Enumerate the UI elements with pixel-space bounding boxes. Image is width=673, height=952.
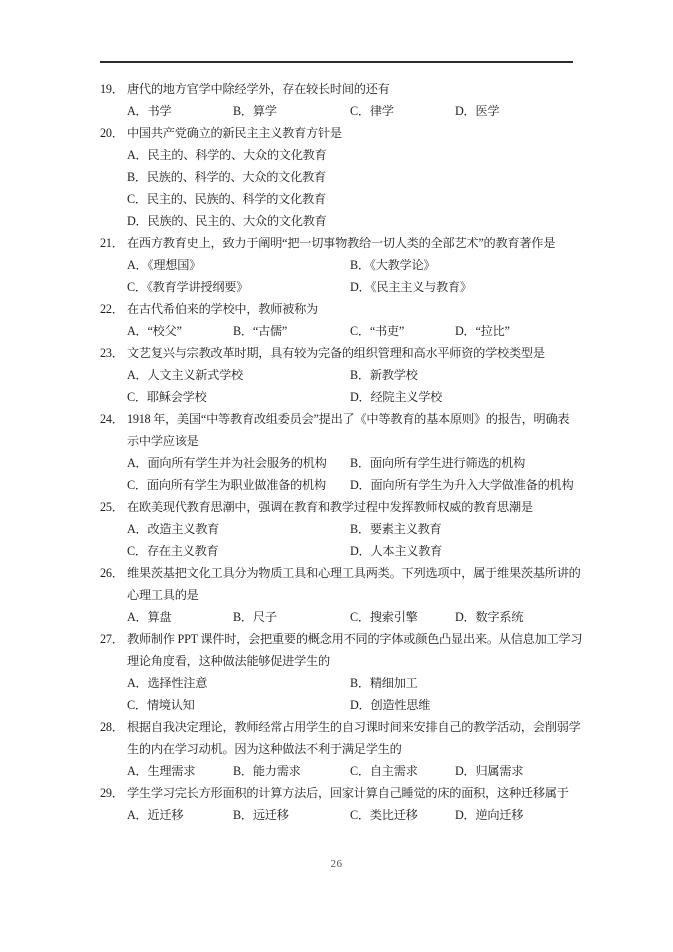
text-line: [0, 144, 673, 166]
option-D: D．归属需求: [455, 764, 524, 778]
option-B: B．民族的、科学的、大众的文化教育: [127, 170, 326, 184]
option-C: C．搜索引擎: [350, 610, 418, 624]
text-line: [0, 298, 673, 320]
option-B: B．算学: [233, 104, 277, 118]
text-line: [0, 122, 673, 144]
option-A: A．生理需求: [127, 764, 196, 778]
question-19: [0, 78, 673, 122]
option-B: B．精细加工: [350, 676, 418, 690]
option-B: B．《大教学论》: [350, 258, 436, 272]
option-A: A．改造主义教育: [127, 522, 220, 536]
option-C: C．民主的、民族的、科学的文化教育: [127, 192, 326, 206]
question-stem: 在古代希伯来的学校中，教师被称为: [127, 302, 318, 316]
option-A: A．“校父”: [127, 324, 182, 338]
option-C: C．自主需求: [350, 764, 418, 778]
question-number: 28．: [100, 720, 124, 734]
text-line: [0, 452, 673, 474]
question-stem: 学生学习完长方形面积的计算方法后，回家计算自己睡觉的床的面积，这种迁移属于: [127, 786, 569, 800]
text-line: [0, 782, 673, 804]
option-A: A．《理想国》: [127, 258, 202, 272]
option-B: B．能力需求: [233, 764, 301, 778]
question-28: [0, 716, 673, 782]
question-number: 24．: [100, 412, 124, 426]
text-line: [0, 716, 673, 738]
text-line: [0, 166, 673, 188]
text-line: [0, 78, 673, 100]
option-C: C．类比迁移: [350, 808, 418, 822]
text-line: [0, 364, 673, 386]
option-C: C．耶稣会学校: [127, 390, 207, 404]
page-number: 26: [330, 858, 343, 870]
option-A: A．民主的、科学的、大众的文化教育: [127, 148, 327, 162]
text-line: [0, 276, 673, 298]
text-line: [0, 694, 673, 716]
option-B: B．远迁移: [233, 808, 289, 822]
question-number: 23．: [100, 346, 124, 360]
question-24: [0, 408, 673, 496]
option-D: D．面向所有学生为升入大学做准备的机构: [350, 478, 574, 492]
text-line: [0, 650, 673, 672]
option-C: C．《教育学讲授纲要》: [127, 280, 249, 294]
option-D: D．数字系统: [455, 610, 524, 624]
question-stem: 在欧美现代教育思潮中，强调在教育和教学过程中发挥教师权威的教育思潮是: [127, 500, 533, 514]
question-29: [0, 782, 673, 826]
option-D: D．人本主义教育: [350, 544, 443, 558]
option-C: C．存在主义教育: [127, 544, 219, 558]
option-A: A．书学: [127, 104, 172, 118]
text-line: [0, 320, 673, 342]
question-27: [0, 628, 673, 716]
question-number: 20．: [100, 126, 124, 140]
option-C: C．面向所有学生为职业做准备的机构: [127, 478, 326, 492]
text-line: [0, 562, 673, 584]
option-C: C．律学: [350, 104, 394, 118]
question-20: [0, 122, 673, 232]
question-stem: 心理工具的是: [127, 588, 199, 602]
question-stem: 中国共产党确立的新民主主义教育方针是: [127, 126, 342, 140]
option-A: A．面向所有学生并为社会服务的机构: [127, 456, 327, 470]
option-B: B．尺子: [233, 610, 277, 624]
text-line: [0, 342, 673, 364]
question-number: 26．: [100, 566, 124, 580]
option-B: B．新教学校: [350, 368, 418, 382]
question-stem: 根据自我决定理论，教师经常占用学生的自习课时间来安排自己的教学活动，会削弱学: [127, 720, 581, 734]
question-stem: 教师制作 PPT 课件时，会把重要的概念用不同的字体或颜色凸显出来。从信息加工学习: [127, 632, 583, 646]
text-line: [0, 474, 673, 496]
option-A: A．选择性注意: [127, 676, 208, 690]
question-stem: 1918 年，美国“中等教育改组委员会”提出了《中等教育的基本原则》的报告，明确表: [127, 412, 570, 426]
option-D: D．创造性思维: [350, 698, 431, 712]
text-line: [0, 628, 673, 650]
question-stem: 示中学应该是: [127, 434, 199, 448]
option-C: C．“书吏”: [350, 324, 405, 338]
question-number: 29．: [100, 786, 124, 800]
question-stem: 在西方教育史上，致力于阐明“把一切事物教给一切人类的全部艺术”的教育著作是: [127, 236, 556, 250]
option-D: D．“拉比”: [455, 324, 510, 338]
header-rule: [100, 61, 573, 63]
question-number: 22．: [100, 302, 124, 316]
option-A: A．算盘: [127, 610, 172, 624]
text-line: [0, 606, 673, 628]
text-line: [0, 210, 673, 232]
question-stem: 文艺复兴与宗教改革时期，具有较为完备的组织管理和高水平师资的学校类型是: [127, 346, 545, 360]
option-C: C．情境认知: [127, 698, 195, 712]
option-B: B．面向所有学生进行筛选的机构: [350, 456, 526, 470]
question-stem: 生的内在学习动机。因为这种做法不利于满足学生的: [127, 742, 402, 756]
text-line: [0, 584, 673, 606]
question-stem: 维果茨基把文化工具分为物质工具和心理工具两类。下列选项中，属于维果茨基所讲的: [127, 566, 581, 580]
question-number: 25．: [100, 500, 124, 514]
text-line: [0, 254, 673, 276]
option-D: D．医学: [455, 104, 500, 118]
text-line: [0, 496, 673, 518]
text-line: [0, 672, 673, 694]
option-A: A．人文主义新式学校: [127, 368, 243, 382]
question-number: 21．: [100, 236, 124, 250]
option-B: B．“古儒”: [233, 324, 288, 338]
text-line: [0, 188, 673, 210]
question-22: [0, 298, 673, 342]
option-A: A．近迁移: [127, 808, 184, 822]
question-list: [0, 78, 673, 826]
text-line: [0, 430, 673, 452]
option-D: D．逆向迁移: [455, 808, 524, 822]
question-stem: 唐代的地方官学中除经学外，存在较长时间的还有: [127, 82, 390, 96]
question-stem: 理论角度看，这种做法能够促进学生的: [127, 654, 330, 668]
text-line: [0, 518, 673, 540]
option-D: D．经院主义学校: [350, 390, 443, 404]
text-line: [0, 738, 673, 760]
text-line: [0, 804, 673, 826]
option-D: D．《民主主义与教育》: [350, 280, 472, 294]
text-line: [0, 386, 673, 408]
question-23: [0, 342, 673, 408]
question-26: [0, 562, 673, 628]
option-D: D．民族的、民主的、大众的文化教育: [127, 214, 327, 228]
text-line: [0, 760, 673, 782]
text-line: [0, 100, 673, 122]
question-21: [0, 232, 673, 298]
question-25: [0, 496, 673, 562]
option-B: B．要素主义教育: [350, 522, 442, 536]
text-line: [0, 408, 673, 430]
text-line: [0, 232, 673, 254]
text-line: [0, 540, 673, 562]
question-number: 27．: [100, 632, 124, 646]
question-number: 19．: [100, 82, 124, 96]
